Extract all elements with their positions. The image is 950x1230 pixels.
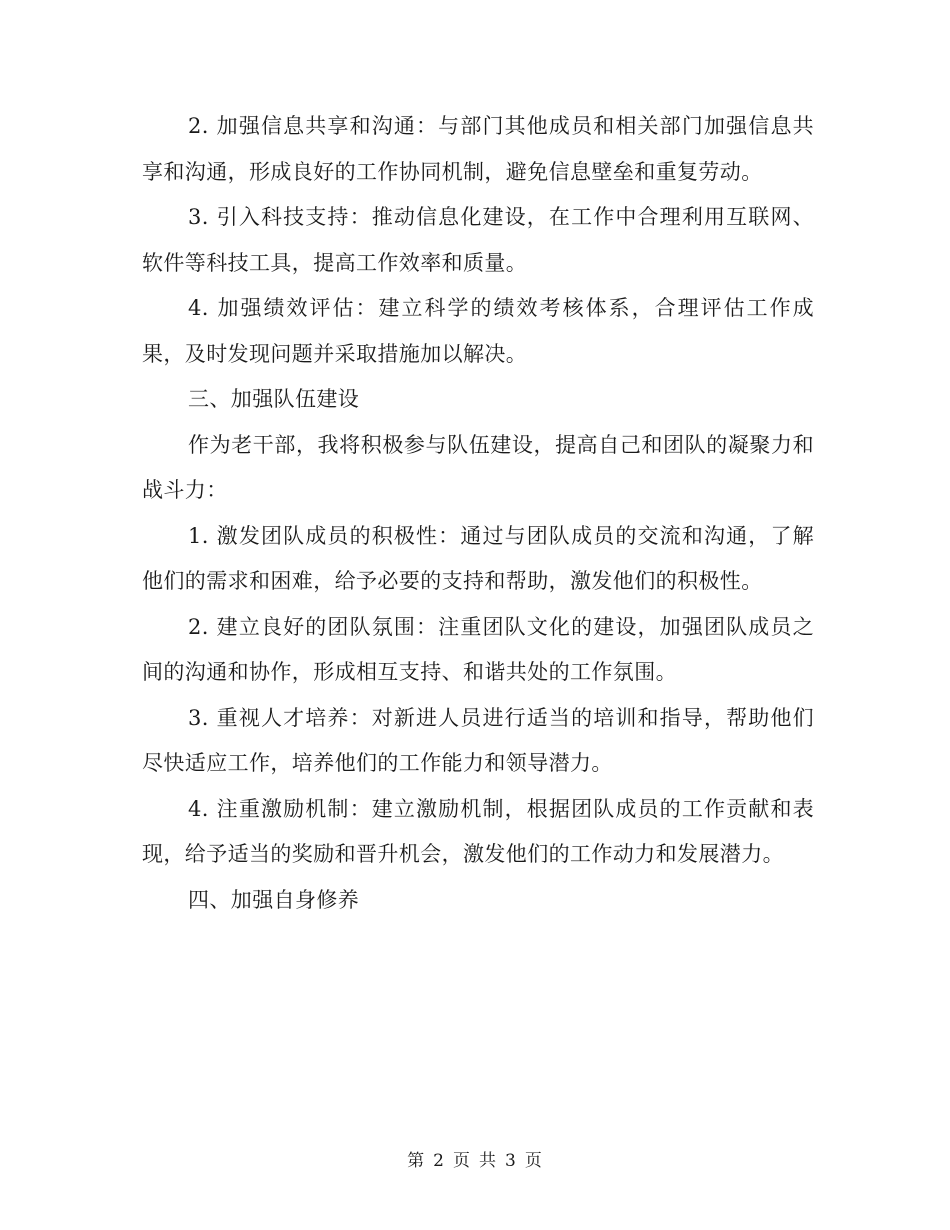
footer-total-word: 共 [479, 1151, 497, 1171]
paragraph-motivate-members: 1. 激发团队成员的积极性：通过与团队成员的交流和沟通，了解他们的需求和困难，给予必要的支持和帮助，激发他们的积极性。 [142, 523, 814, 593]
document-body [142, 104, 814, 923]
footer-total-pages: 3 [505, 1151, 517, 1171]
footer-prefix: 第 [407, 1151, 426, 1171]
footer-suffix: 页 [524, 1151, 543, 1171]
paragraph-incentive-mechanism: 4. 注重激励机制：建立激励机制，根据团队成员的工作贡献和表现，给予适当的奖励和晋升机会，激发他们的工作动力和发展潜力。 [142, 796, 814, 866]
paragraph-talent-cultivation: 3. 重视人才培养：对新进人员进行适当的培训和指导，帮助他们尽快适应工作，培养他们的工作能力和领导潜力。 [142, 705, 814, 775]
page-footer [0, 1146, 950, 1171]
footer-current-page: 2 [433, 1151, 445, 1171]
footer-page-word: 页 [453, 1151, 471, 1171]
paragraph-tech-support: 3. 引入科技支持：推动信息化建设，在工作中合理利用互联网、软件等科技工具，提高工作效率和质量。 [142, 205, 814, 275]
paragraph-team-building-intro: 作为老干部，我将积极参与队伍建设，提高自己和团队的凝聚力和战斗力： [142, 432, 814, 502]
section-heading-team-building: 三、加强队伍建设 [188, 387, 360, 411]
section-heading-self-cultivation: 四、加强自身修养 [188, 887, 360, 912]
paragraph-team-atmosphere: 2. 建立良好的团队氛围：注重团队文化的建设，加强团队成员之间的沟通和协作，形成相互支持、和谐共处的工作氛围。 [142, 614, 814, 684]
paragraph-info-sharing: 2. 加强信息共享和沟通：与部门其他成员和相关部门加强信息共享和沟通，形成良好的工作协同机制，避免信息壁垒和重复劳动。 [142, 114, 814, 184]
paragraph-performance-evaluation: 4. 加强绩效评估：建立科学的绩效考核体系，合理评估工作成果，及时发现问题并采取措施加以解决。 [142, 296, 814, 366]
